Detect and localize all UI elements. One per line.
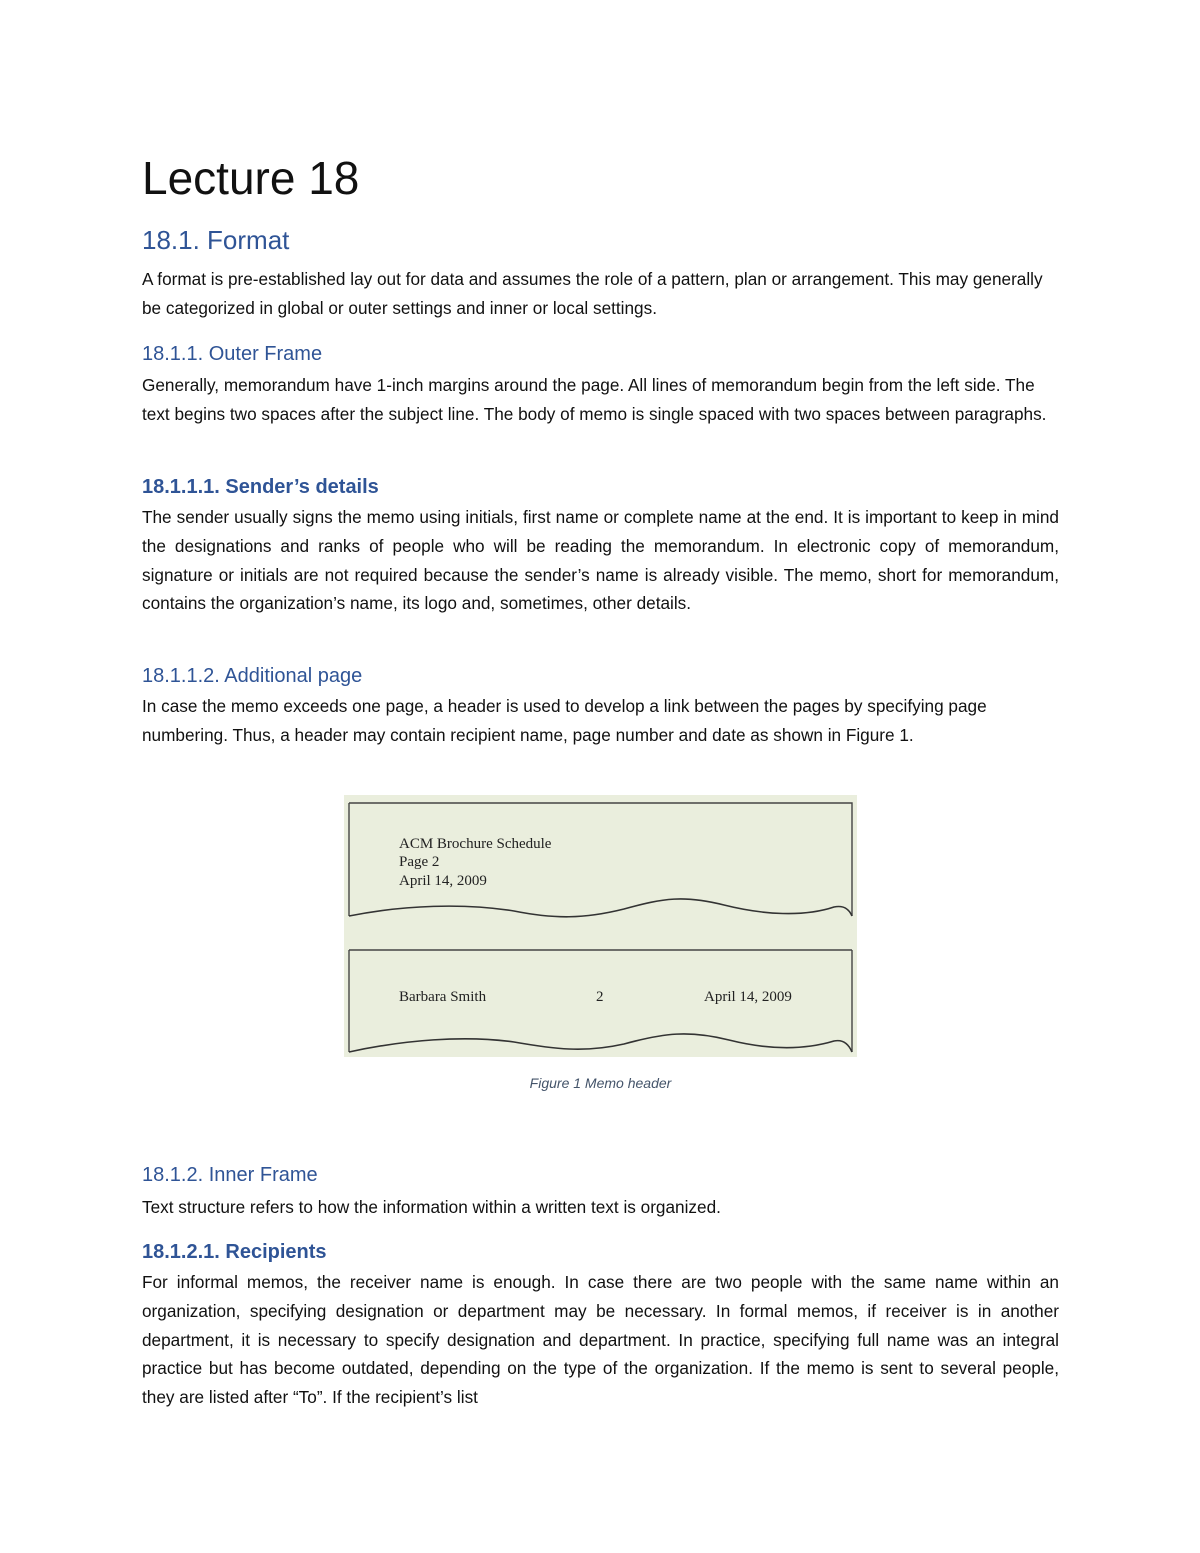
- memo-header-illustration: [344, 795, 857, 1057]
- torn-edge-top: [349, 899, 852, 917]
- header-a-line2: Page 2: [399, 854, 440, 870]
- header-b-name: Barbara Smith: [399, 989, 487, 1005]
- paragraph-outer-frame: Generally, memorandum have 1-inch margins around the page. All lines of memorandum begin from the left side. The text begins two spaces after the subject line. The body of memo is single spaced with two spaces between paragraphs.: [142, 375, 1047, 424]
- header-a-line3: April 14, 2009: [399, 873, 487, 889]
- memo-header-figure: [344, 795, 857, 1057]
- section-heading-additional-page: 18.1.1.2. Additional page: [142, 665, 363, 687]
- paragraph-inner-frame: Text structure refers to how the information within a written text is organized.: [142, 1197, 721, 1217]
- section-heading-senders-details: 18.1.1.1. Sender’s details: [142, 476, 379, 498]
- torn-edge-bottom: [349, 1034, 852, 1052]
- figure-caption: Figure 1 Memo header: [529, 1075, 672, 1091]
- section-heading-format: 18.1. Format: [142, 225, 290, 255]
- paragraph-format: A format is pre-established lay out for data and assumes the role of a pattern, plan or arrangement. This may generally be categorized in global or outer settings and inner or local settings.: [142, 269, 1043, 318]
- header-a-line1: ACM Brochure Schedule: [399, 836, 552, 852]
- paragraph-senders-details: The sender usually signs the memo using initials, first name or complete name at the end. It is important to keep in mind the designations and ranks of people who will be reading the memorandum. In electronic copy of memorandum, signature or initials are not required because the sender’s name is already visible. The memo, short for memorandum, contains the organization’s name, its logo and, sometimes, other details.: [142, 507, 1059, 614]
- paragraph-additional-page: In case the memo exceeds one page, a header is used to develop a link between the pages by specifying page numbering. Thus, a header may contain recipient name, page number and date as shown in Figure 1.: [142, 696, 987, 745]
- header-b-date: April 14, 2009: [704, 989, 792, 1005]
- paragraph-recipients: For informal memos, the receiver name is enough. In case there are two people with the same name within an organization, specifying designation or department may be necessary. In formal memos, if receiver is in another department, it is necessary to specify designation and department. In practice, specifying full name was an integral practice but has become outdated, depending on the type of the organization. If the memo is sent to several people, they are listed after “To”. If the recipient’s list: [142, 1272, 1059, 1408]
- section-heading-outer-frame: 18.1.1. Outer Frame: [142, 343, 323, 365]
- page-title: Lecture 18: [142, 152, 360, 204]
- header-b-page: 2: [596, 989, 604, 1005]
- section-heading-inner-frame: 18.1.2. Inner Frame: [142, 1164, 318, 1186]
- section-heading-recipients: 18.1.2.1. Recipients: [142, 1241, 327, 1263]
